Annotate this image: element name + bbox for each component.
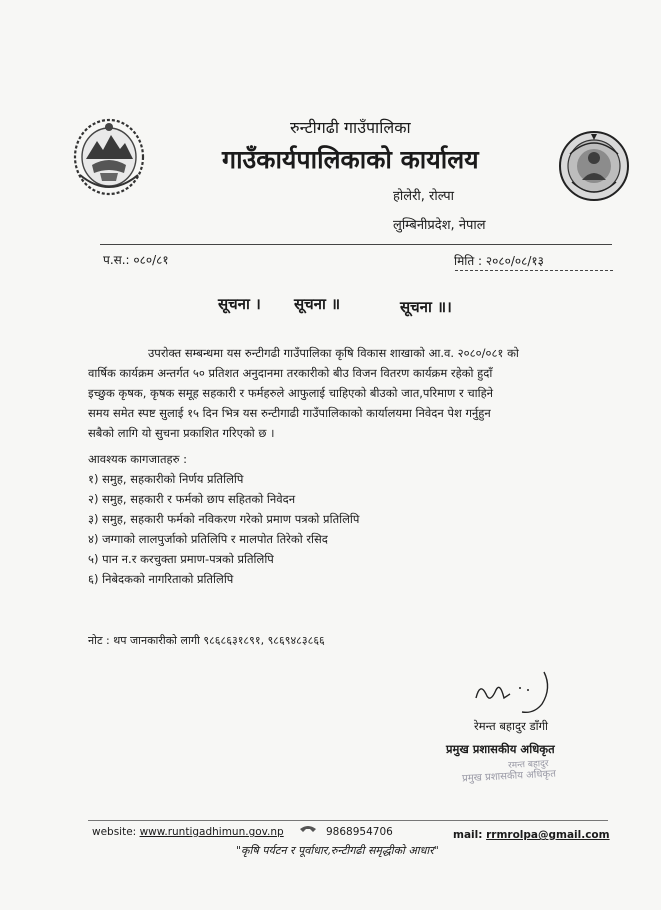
address-line2: लुम्बिनीप्रदेश, नेपाल [393, 218, 486, 233]
notice-heading-3: सूचना ॥। [400, 298, 452, 316]
reference-number: प.स.: ०८०/८१ [103, 253, 169, 267]
footer-slogan: "कृषि पर्यटन र पूर्वाधार,रुन्टीगढी समृद्धीको आधार" [236, 844, 439, 857]
signature-scribble-icon [470, 668, 560, 720]
org-name: रुन्टीगढी गाउँपालिका [290, 118, 411, 137]
footer-divider [88, 820, 608, 821]
footer-website-row [92, 826, 284, 838]
body-line-4: समय समेत स्पष्ट सुलाई १५ दिन भित्र यस रुन्टीगाढी गाउँपालिकाको कार्यालयमा निवेदन पेश गर्नुहुन [88, 406, 491, 420]
document-item-1: १) समुह, सहकारीको निर्णय प्रतिलिपि [88, 472, 244, 486]
signatory-name: रेमन्त बहादुर डाँगी [474, 719, 549, 733]
footer-mail-row [453, 829, 610, 841]
nepal-emblem-icon [70, 115, 148, 197]
contact-note: नोट : थप जानकारीको लागी ९८६८६३१८९१, ९८६९४८३८६६ [88, 634, 325, 647]
document-item-4: ४) जग्गाको लालपुर्जाको प्रतिलिपि र मालपोत तिरेको रसिद [88, 532, 328, 546]
body-line-5: सबैको लागि यो सुचना प्रकाशित गरिएको छ । [88, 426, 275, 440]
municipality-logo-icon [558, 130, 630, 202]
email-link[interactable]: rrmrolpa@gmail.com [486, 829, 610, 841]
documents-heading: आवश्यक कागजातहरु : [88, 452, 188, 466]
notice-heading-2: सूचना ॥ [294, 295, 341, 313]
body-line-1: उपरोक्त सम्बन्धमा यस रुन्टीगढी गाउँपालिका कृषि विकास शाखाको आ.व. २०८०/०८१ को [148, 346, 519, 360]
stamp-name: रमन्त बहादुर [507, 758, 549, 772]
mail-label: mail: [453, 829, 483, 841]
address-line1: होलेरी, रोल्पा [393, 189, 455, 204]
document-item-6: ६) निबेदकको नागरिताको प्रतिलिपि [88, 572, 234, 586]
body-line-3: इच्छुक कृषक, कृषक समूह सहकारी र फर्महरुले आफुलाई चाहिएको बीउको जात,परिमाण र चाहिने [88, 386, 494, 400]
office-title: गाउँकार्यपालिकाको कार्यालय [222, 145, 479, 174]
document-item-2: २) समुह, सहकारी र फर्मको छाप सहितको निवेदन [88, 492, 296, 506]
body-line-2: वार्षिक कार्यक्रम अन्तर्गत ५० प्रतिशत अनुदानमा तरकारीको बीउ विजन वितरण कार्यक्रम रहेको हुदाँ [88, 366, 493, 380]
phone-number: 9868954706 [326, 826, 393, 838]
website-label: website: [92, 826, 137, 838]
date-underline [455, 270, 613, 271]
document-item-3: ३) समुह, सहकारी फर्मको नविकरण गरेको प्रमाण पत्रको प्रतिलिपि [88, 512, 360, 526]
notice-heading-1: सूचना । [218, 295, 261, 313]
document-item-5: ५) पान न.र करचुक्ता प्रमाण-पत्रको प्रतिलिपि [88, 552, 274, 566]
signatory-title: प्रमुख प्रशासकीय अधिकृत [446, 742, 555, 756]
website-link[interactable]: www.runtigadhimun.gov.np [139, 826, 284, 838]
header-divider [100, 244, 612, 245]
issue-date: मिति : २०८०/०८/१३ [454, 254, 544, 268]
phone-icon [298, 823, 318, 835]
stamp-title: प्रमुख प्रशासकीय अधिकृत [461, 768, 557, 785]
